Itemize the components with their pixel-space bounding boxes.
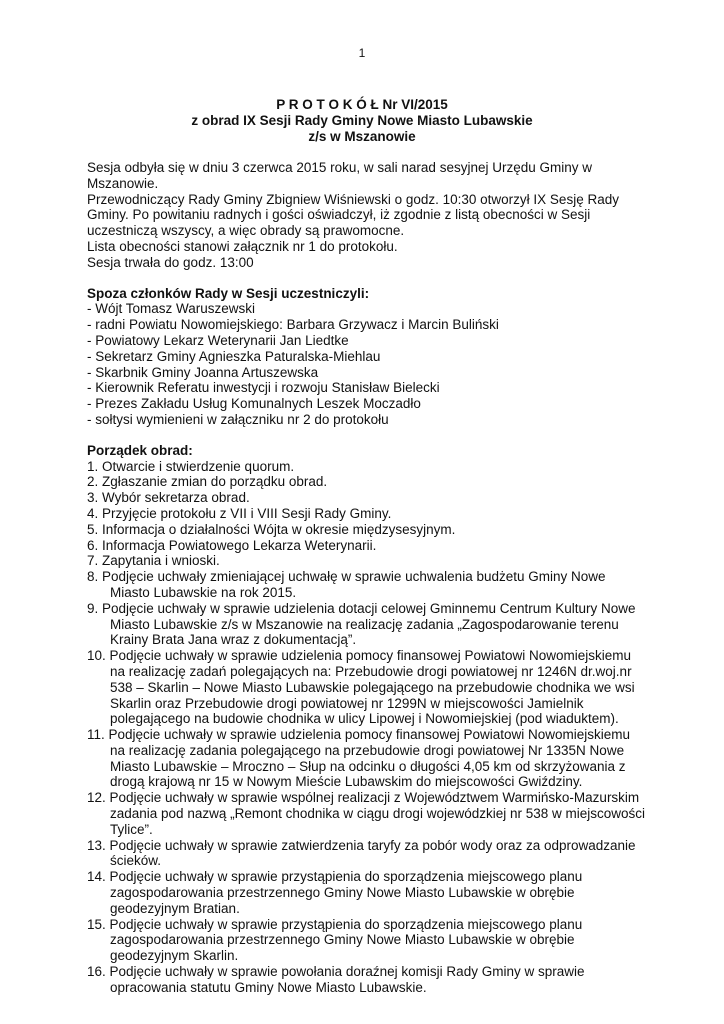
list-item: - Sekretarz Gminy Agnieszka Paturalska-Miehlau xyxy=(87,348,381,364)
agenda-item: 3. Wybór sekretarza obrad. xyxy=(87,490,250,506)
agenda-item: 4. Przyjęcie protokołu z VII i VIII Sesji Rady Gminy. xyxy=(87,505,392,521)
session-location: z/s w Mszanowie xyxy=(308,129,416,144)
agenda-item: 9. Podjęcie uchwały w sprawie udzielenia dotacji celowej Gminnemu Centrum Kultury Nowe Miasto Lubawskie z/s w Mszanowie na realizację zadania „Zagospodarowanie terenu Krainy Brata Jana wraz z dokumentacją”. xyxy=(87,600,636,648)
intro-section xyxy=(87,160,647,271)
participants-list xyxy=(87,301,647,427)
agenda-item: 11. Podjęcie uchwały w sprawie udzielenia pomocy finansowej Powiatowi Nowomiejskiemu na realizację zadania polegającego na przebudowie drogi powiatowej Nr 1335N Nowe Miasto Lubawskie – Mroczno – Słup na odcinku o długości 4,05 km od skrzyżowania z drogą krajową nr 15 w Nowym Mieście Lubawskim do miejscowości Gwiździny. xyxy=(87,727,631,790)
agenda-item: 5. Informacja o działalności Wójta w okresie międzysesyjnym. xyxy=(87,521,456,537)
intro-paragraph: Przewodniczący Rady Gminy Zbigniew Wiśniewski o godz. 10:30 otworzył IX Sesję Rady Gminy. Po powitaniu radnych i gości oświadczył, iż zgodnie z listą obecności w Sesji uczestniczą wszyscy, a więc obrady są prawomocne. xyxy=(87,191,619,239)
agenda-item: 1. Otwarcie i stwierdzenie quorum. xyxy=(87,458,295,474)
list-item: - Kierownik Referatu inwestycji i rozwoju Stanisław Bielecki xyxy=(87,380,440,396)
page-number: 1 xyxy=(358,46,366,60)
list-item: - radni Powiatu Nowomiejskiego: Barbara Grzywacz i Marcin Buliński xyxy=(87,317,499,333)
agenda-item: 7. Zapytania i wnioski. xyxy=(87,553,220,569)
agenda-item: 13. Podjęcie uchwały w sprawie zatwierdzenia taryfy za pobór wody oraz za odprowadzanie ścieków. xyxy=(87,837,636,869)
agenda-heading: Porządek obrad: xyxy=(87,442,193,458)
document-body xyxy=(87,160,647,996)
session-title: z obrad IX Sesji Rady Gminy Nowe Miasto Lubawskie xyxy=(191,113,533,128)
agenda-item: 12. Podjęcie uchwały w sprawie wspólnej realizacji z Województwem Warmińsko-Mazurskim zadania pod nazwą „Remont chodnika w ciągu drogi wojewódzkiej nr 538 w miejscowości Tylice”. xyxy=(87,790,646,837)
agenda-item: 8. Podjęcie uchwały zmieniającej uchwałę w sprawie uchwalenia budżetu Gminy Nowe Miasto Lubawskie na rok 2015. xyxy=(87,569,606,600)
list-item: - Powiatowy Lekarz Weterynarii Jan Liedtke xyxy=(87,332,349,348)
agenda-item: 2. Zgłaszanie zmian do porządku obrad. xyxy=(87,474,328,490)
intro-paragraph: Sesja odbyła się w dniu 3 czerwca 2015 roku, w sali narad sesyjnej Urzędu Gminy w Mszanowie. xyxy=(87,160,592,191)
agenda-item: 14. Podjęcie uchwały w sprawie przystąpienia do sporządzenia miejscowego planu zagospodarowania przestrzennego Gminy Nowe Miasto Lubawskie w obrębie geodezyjnym Bratian. xyxy=(87,869,583,916)
intro-paragraph: Lista obecności stanowi załącznik nr 1 do protokołu. xyxy=(87,238,398,254)
document-header xyxy=(0,97,724,145)
agenda-item: 6. Informacja Powiatowego Lekarza Weterynarii. xyxy=(87,537,377,553)
intro-paragraph: Sesja trwała do godz. 13:00 xyxy=(87,254,254,270)
protocol-title: P R O T O K Ó Ł Nr VI/2015 xyxy=(276,97,448,112)
agenda-list xyxy=(87,459,647,996)
agenda-item: 16. Podjęcie uchwały w sprawie powołania doraźnej komisji Rady Gminy w sprawie opracowania statutu Gminy Nowe Miasto Lubawskie. xyxy=(87,964,585,995)
list-item: - Prezes Zakładu Usług Komunalnych Leszek Moczadło xyxy=(87,396,421,412)
agenda-item: 15. Podjęcie uchwały w sprawie przystąpienia do sporządzenia miejscowego planu zagospodarowania przestrzennego Gminy Nowe Miasto Lubawskie w obrębie geodezyjnym Skarlin. xyxy=(87,916,583,964)
list-item: - Wójt Tomasz Waruszewski xyxy=(87,301,256,317)
list-item: - Skarbnik Gminy Joanna Artuszewska xyxy=(87,364,319,380)
participants-heading: Spoza członków Rady w Sesji uczestniczyli: xyxy=(87,285,370,301)
agenda-item: 10. Podjęcie uchwały w sprawie udzielenia pomocy finansowej Powiatowi Nowomiejskiemu na realizację zadań polegających na: Przebudowie drogi powiatowej nr 1246N dr.woj.nr 538 – Skarlin – Nowe Miasto Lubawskie polegającego na przebudowie chodnika we wsi Skarlin oraz Przebudowie drogi powiatowej nr 1299N w miejscowości Jamielnik polegającego na budowie chodnika w ulicy Lipowej i Nowomiejskiej (pod wiaduktem). xyxy=(87,648,635,727)
list-item: - sołtysi wymienieni w załączniku nr 2 do protokołu xyxy=(87,411,389,427)
